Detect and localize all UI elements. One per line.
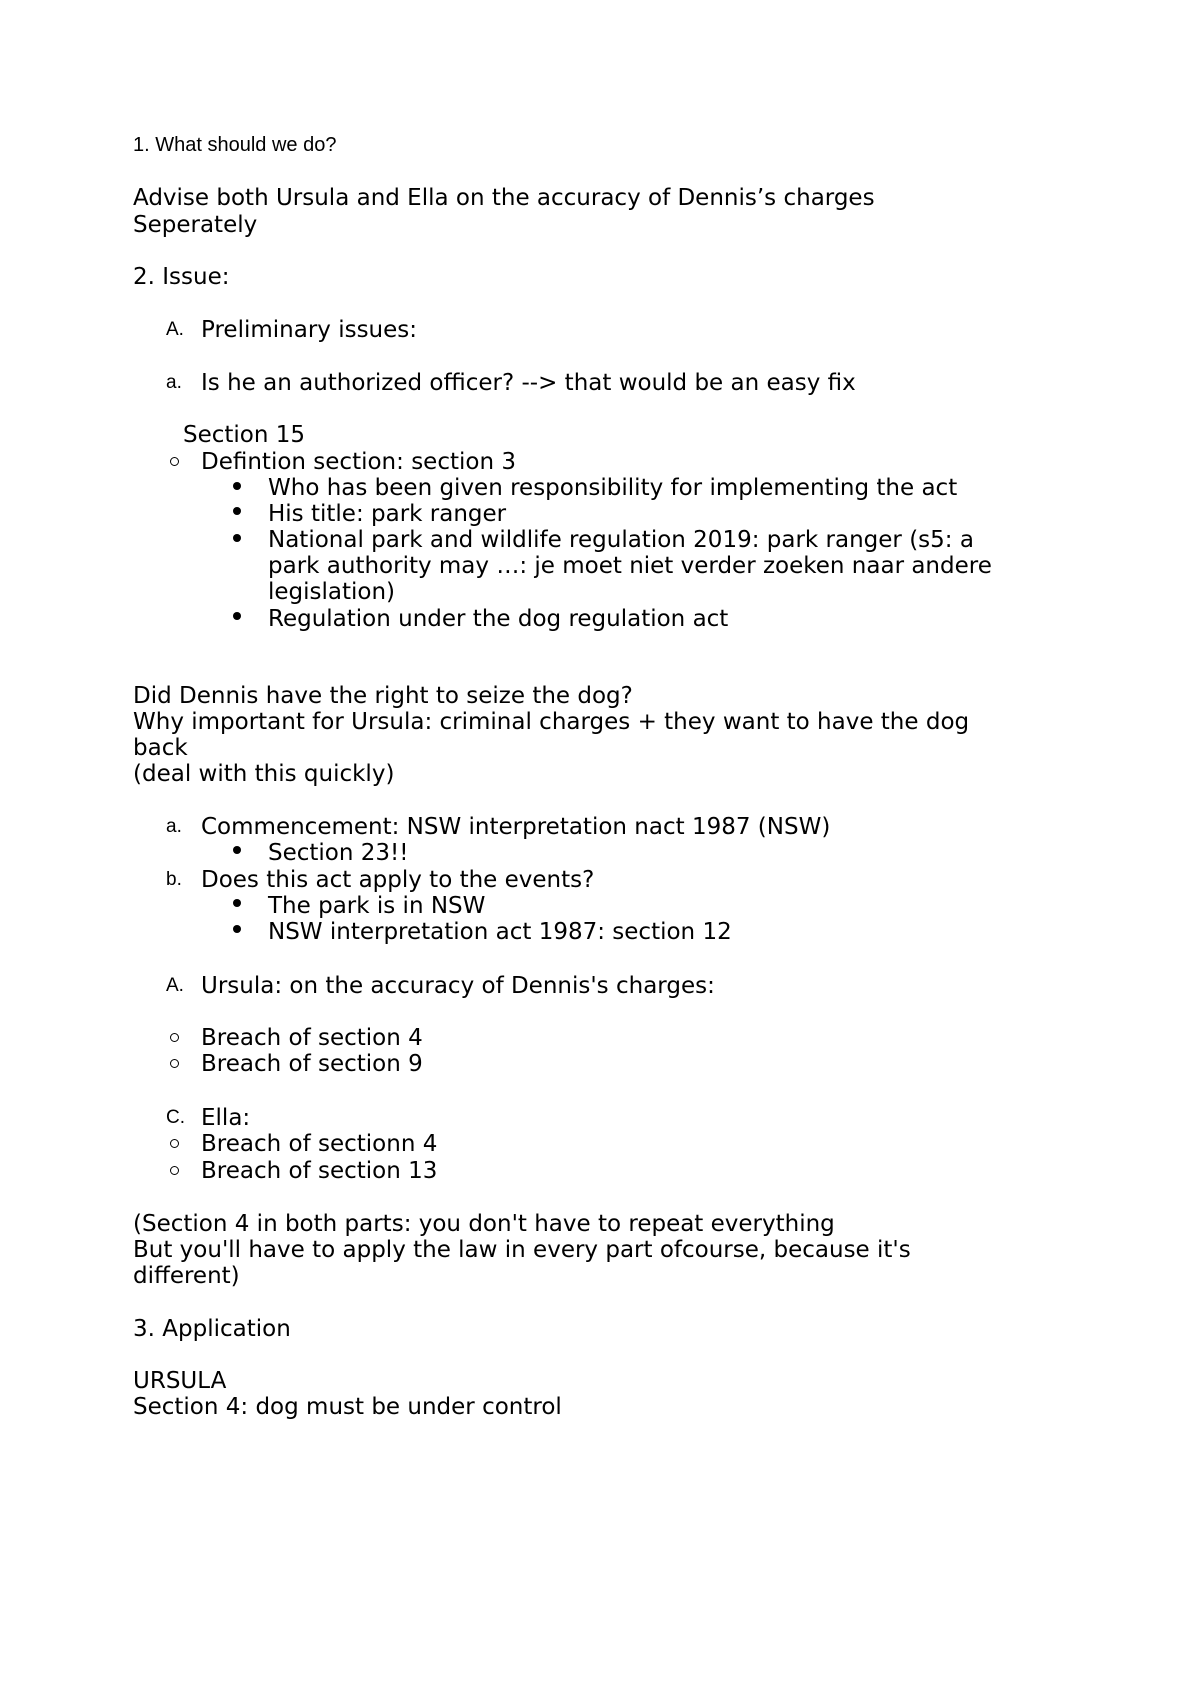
why-important-line-1: Why important for Ursula: criminal charges + they want to have the dog: [133, 709, 970, 735]
ella-breach: Breach of section 13: [201, 1158, 438, 1184]
apply-question: Does this act apply to the events?: [201, 867, 595, 893]
authorized-officer-question: Is he an authorized officer? --> that would be an easy fix: [201, 370, 856, 396]
note-line-3: different): [133, 1263, 240, 1289]
why-important-line-2: back: [133, 735, 188, 761]
preliminary-issues: Preliminary issues:: [201, 317, 418, 343]
ella-breach: Breach of sectionn 4: [201, 1131, 438, 1157]
park-in-nsw: The park is in NSW: [268, 893, 486, 919]
list-marker-C: C.: [166, 1107, 185, 1128]
section-23: Section 23!!: [268, 840, 409, 866]
list-marker-b: b.: [166, 869, 182, 890]
ursula-accuracy: Ursula: on the accuracy of Dennis's charges:: [201, 973, 715, 999]
ursula-caps: URSULA: [133, 1368, 227, 1394]
section-12: NSW interpretation act 1987: section 12: [268, 919, 732, 945]
note-line-2: But you'll have to apply the law in every part ofcourse, because it's: [133, 1237, 911, 1263]
hollow-bullet-icon: [170, 457, 179, 466]
bullet-icon: [233, 482, 241, 490]
list-marker-A: A.: [166, 319, 184, 340]
bullet-icon: [233, 846, 241, 854]
deal-quickly: (deal with this quickly): [133, 761, 395, 787]
seize-question: Did Dennis have the right to seize the dog?: [133, 683, 633, 709]
commencement: Commencement: NSW interpretation nact 1987 (NSW): [201, 814, 831, 840]
bullet-icon: [233, 507, 241, 515]
hollow-bullet-icon: [170, 1033, 179, 1042]
list-marker-a: a.: [166, 372, 182, 393]
heading-application: 3. Application: [133, 1316, 291, 1342]
list-marker-a: a.: [166, 816, 182, 837]
ursula-breach: Breach of section 9: [201, 1051, 423, 1077]
bullet-icon: [233, 534, 241, 542]
list-item: National park and wildlife regulation 2019: park ranger (s5: a: [268, 527, 974, 553]
ella-heading: Ella:: [201, 1105, 251, 1131]
section-15: Section 15: [183, 422, 306, 448]
advise-line-2: Seperately: [133, 212, 258, 238]
section-4-control: Section 4: dog must be under control: [133, 1394, 562, 1420]
list-marker-A: A.: [166, 975, 184, 996]
list-item-continuation: park authority may …: je moet niet verder zoeken naar andere: [268, 553, 992, 579]
note-line-1: (Section 4 in both parts: you don't have to repeat everything: [133, 1211, 835, 1237]
heading-issue: 2. Issue:: [133, 264, 230, 290]
hollow-bullet-icon: [170, 1059, 179, 1068]
hollow-bullet-icon: [170, 1166, 179, 1175]
bullet-icon: [233, 925, 241, 933]
bullet-icon: [233, 612, 241, 620]
definition-section: Defintion section: section 3: [201, 449, 516, 475]
ursula-breach: Breach of section 4: [201, 1025, 423, 1051]
advise-line-1: Advise both Ursula and Ella on the accuracy of Dennis’s charges: [133, 185, 875, 211]
hollow-bullet-icon: [170, 1139, 179, 1148]
list-item: Regulation under the dog regulation act: [268, 606, 729, 632]
list-item: His title: park ranger: [268, 501, 507, 527]
bullet-icon: [233, 899, 241, 907]
list-item: Who has been given responsibility for implementing the act: [268, 475, 958, 501]
list-item-continuation: legislation): [268, 579, 396, 605]
heading-what-should-we-do: 1. What should we do?: [133, 134, 337, 156]
